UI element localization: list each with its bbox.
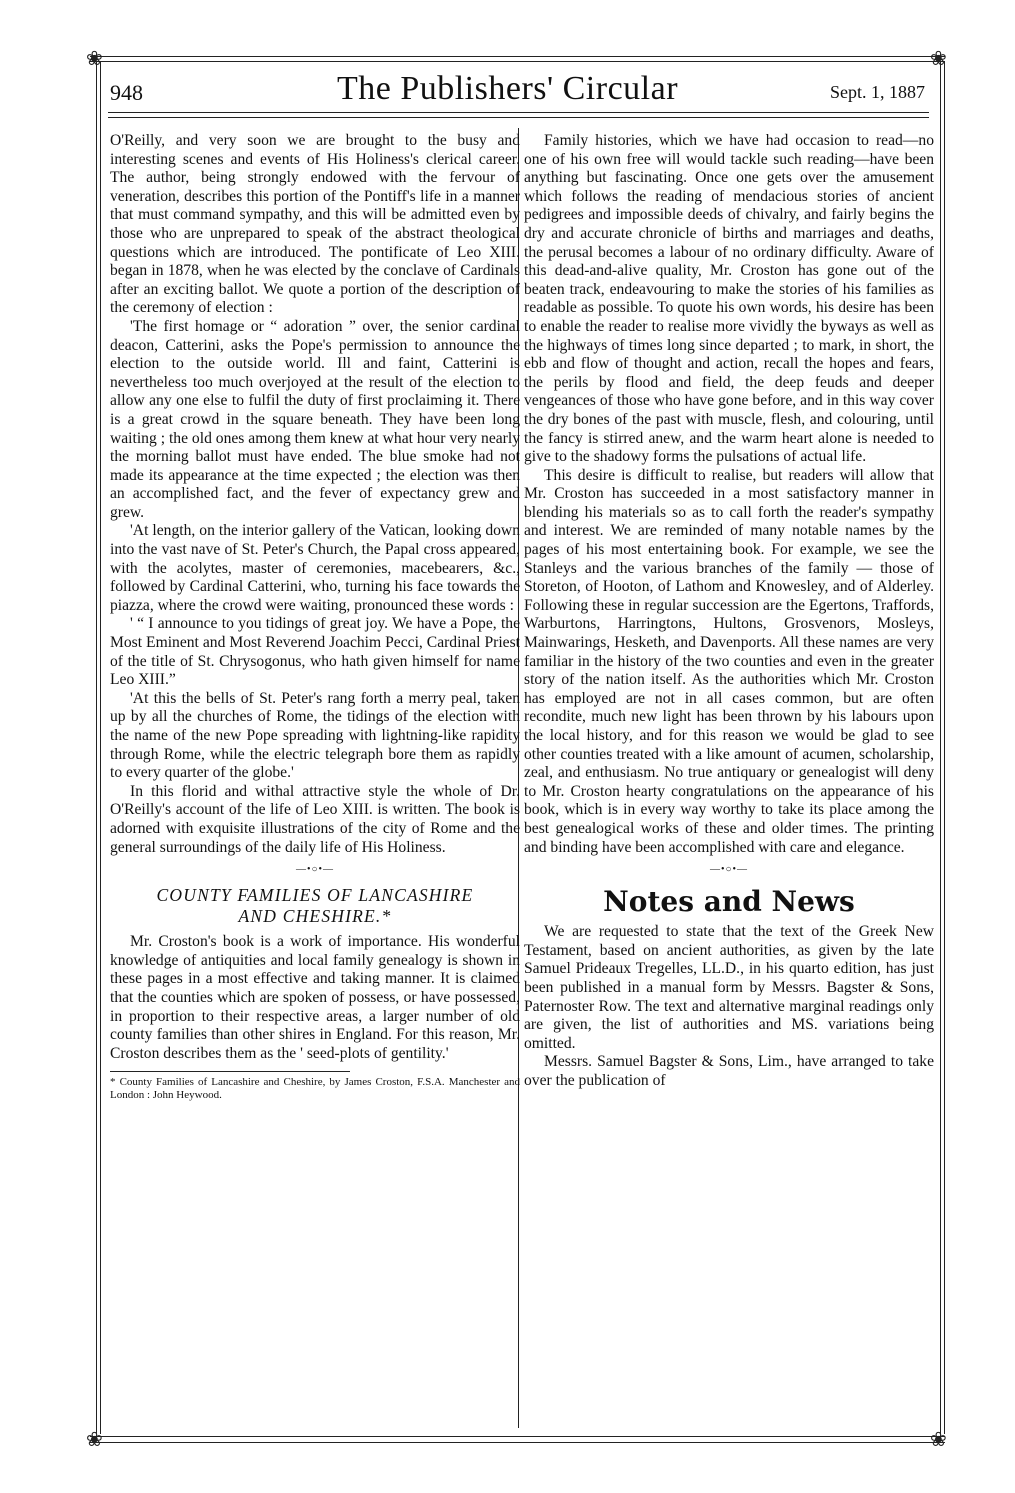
bottom-right-ornament: ❀ <box>930 1427 947 1451</box>
review-paragraph: This desire is difficult to realise, but readers will allow that Mr. Croston has succeeded in a most satisfactory manner in blending his materials so as to call forth the reader's sympathy and interest. We are reminded of many notable names by the pages of his most entertaining book. For example, we see the Stanleys and the various branches of the family — those of Storeton, of Hooton, of Lathom and Knowesley, and of Alderley. Following these in regular succession are the Egertons, Traffords, Warburtons, Harringtons, Hultons, Grosvenors, Mosleys, Mainwarings, Hesketh, and Davenports. All these names are very familiar in the history of the two counties and even in the greater story of the nation itself. As the authorities which Mr. Croston has employed are not in all cases common, but are often recondite, much new light has been thrown by his labours upon the local history, and for this reason we would be glad to see other counties treated with a like amount of acumen, scholarship, zeal, and enthusiasm. No true antiquary or genealogist will deny to Mr. Croston hearty congratulations on the appearance of his book, which is in every way worthy to take its place among the best genealogical works of these and older times. The printing and binding have been accomplished with care and elegance. <box>524 466 934 856</box>
section-heading-line: AND CHESHIRE.* <box>238 906 392 927</box>
article-paragraph: In this florid and withal attractive style the whole of Dr. O'Reilly's account of the life of Leo XIII. is written. The book is adorned with exquisite illustrations of the city of Rome and the general surroundings of the daily life of His Holiness. <box>110 782 520 856</box>
top-left-ornament: ❀ <box>86 46 103 70</box>
notes-and-news-heading: Notes and News <box>603 885 855 919</box>
news-paragraph: Messrs. Samuel Bagster & Sons, Lim., have arranged to take over the publication of <box>524 1053 934 1089</box>
quoted-paragraph: 'The first homage or “ adoration ” over, the senior cardinal deacon, Catterini, asks the Pope's permission to announce the election to the outside world. Ill and faint, Catterini is nevertheless too much overjoyed at the result of the election to allow any one else to fulfil the duty of first proclaiming it. There is a great crowd in the square beneath. They have been long waiting ; the old ones among them knew at what hour very nearly the morning ballot must have ended. The blue smoke had not made its appearance at the time expected ; the election was then an accomplished fact, and the fever of expectancy grew and grew. <box>110 317 520 521</box>
top-right-ornament: ❀ <box>930 46 947 70</box>
news-paragraph: We are requested to state that the text of the Greek New Testament, based on ancient authorities, as given by the late Samuel Prideaux Tregelles, LL.D., in his quarto edition, has just been published in a manual form by Messrs. Bagster & Sons, Paternoster Row. The text and alternative marginal readings only are given, the list of authorities and MS. variations being omitted. <box>524 923 934 1052</box>
review-paragraph: Family histories, which we have had occasion to read—no one of his own free will would tackle such reading—have been anything but fascinating. Once one gets over the amusement which follows the reading of mendacious stories of ancient pedigrees and impossible deeds of chivalry, and fairly begins the dry and accurate chronicle of births and marriages and deaths, the perusal becomes a labour of no ordinary difficulty. Aware of this dead-and-alive quality, Mr. Croston has gone out of the beaten track, endeavouring to make the stories of his families as readable as possible. To quote his own words, his desire has been to enable the reader to realise more vividly the byways as well as the highways of times long since departed ; to mark, in short, the ebb and flow of thought and action, recall the hopes and fears, the perils by flood and field, the deep feuds and deeper vengeances of those who have gone before, and in this way cover the dry bones of the past with muscle, flesh, and colouring, until the fancy is stirred anew, and the warm heart alone is needed to give to the shadowy forms the pulsations of actual life. <box>524 132 934 466</box>
top-double-rule <box>90 56 945 62</box>
bottom-double-rule <box>90 1436 945 1443</box>
bottom-left-ornament: ❀ <box>86 1427 103 1451</box>
quoted-paragraph: 'At this the bells of St. Peter's rang forth a merry peal, taken up by all the churches of Rome, the tidings of the election with the name of the new Pope spreading with lightning-like rapidity through Rome, while the electric telegraph bore them as rapidly to every quarter of the globe.' <box>110 689 520 782</box>
left-border-rule <box>96 62 101 1434</box>
left-column <box>110 132 520 1102</box>
section-heading-county-families <box>110 885 520 927</box>
footnote-rule <box>110 1071 350 1072</box>
issue-date: Sept. 1, 1887 <box>829 82 925 102</box>
footnote: * County Families of Lancashire and Cheshire, by James Croston, F.S.A. Manchester and London : John Heywood. <box>110 1076 520 1102</box>
section-separator: —•○•— <box>709 864 749 876</box>
quoted-paragraph: ' “ I announce to you tidings of great joy. We have a Pope, the Most Eminent and Most Reverend Joachim Pecci, Cardinal Priest of the title of St. Chrysogonus, who hath given himself for name Leo XIII.” <box>110 615 520 689</box>
right-border-rule <box>940 62 945 1434</box>
quoted-paragraph: 'At length, on the interior gallery of the Vatican, looking down into the vast nave of St. Peter's Church, the Papal cross appeared, with the acolytes, master of ceremonies, macebearers, &c., followed by Cardinal Catterini, who, turning his face towards the piazza, where the crowd were waiting, pronounced these words : <box>110 522 520 614</box>
section-separator: —•○•— <box>295 864 335 876</box>
article-paragraph: O'Reilly, and very soon we are brought to the busy and interesting scenes and events of His Holiness's clerical career. The author, being strongly endowed with the fervour of veneration, describes this portion of the Pontiff's life in a manner that must command sympathy, and this will be admitted even by those who are unprepared to speak of the abstract theological questions which are introduced. The pontificate of Leo XIII. began in 1878, when he was elected by the conclave of Cardinals after an exciting ballot. We quote a portion of the description of the ceremony of election : <box>110 132 520 317</box>
header-double-rule <box>108 112 929 118</box>
right-column <box>524 132 934 1091</box>
running-title: The Publishers' Circular <box>336 70 679 107</box>
section-heading-line: COUNTY FAMILIES OF LANCASHIRE <box>156 885 474 906</box>
page-number: 948 <box>110 80 143 105</box>
review-paragraph: Mr. Croston's book is a work of importance. His wonderful knowledge of antiquities and local family genealogy is shown in these pages in a most effective and taking manner. It is claimed that the counties which are spoken of possess, or have possessed, in proportion to their respective areas, a larger number of old county families than other shires in England. For this reason, Mr. Croston describes them as the ' seed-plots of gentility.' <box>110 933 520 1062</box>
